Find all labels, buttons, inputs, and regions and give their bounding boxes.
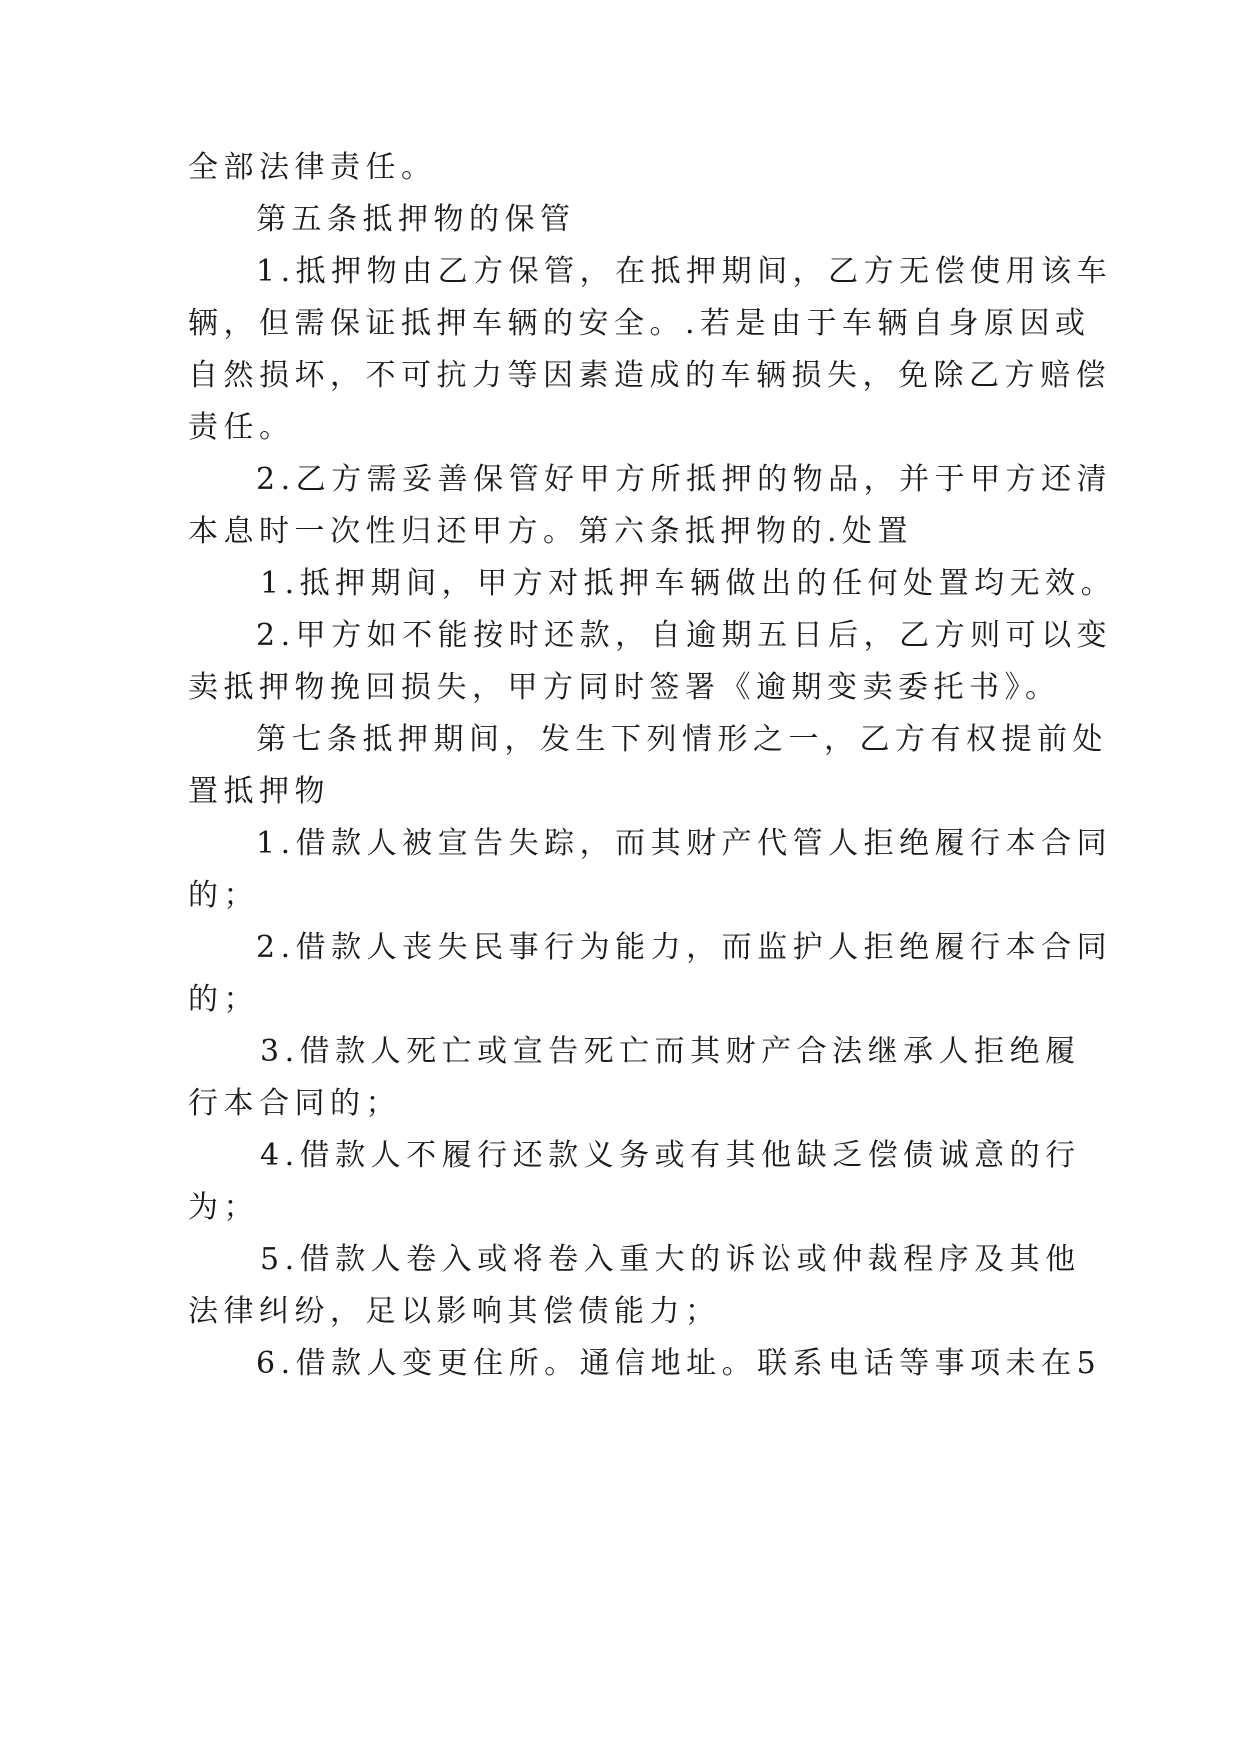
text-line: 本息时一次性归还甲方。第六条抵押物的.处置 (188, 514, 914, 549)
text-line: 全部法律责任。 (188, 150, 437, 185)
text-line: 4.借款人不履行还款义务或有其他缺乏偿债诚意的行 (260, 1138, 1081, 1173)
section-heading: 第七条抵押期间，发生下列情形之一，乙方有权提前处 (256, 722, 1108, 757)
text-line: 自然损坏，不可抗力等因素造成的车辆损失，免除乙方赔偿 (188, 358, 1111, 393)
text-line: 的； (188, 878, 259, 913)
text-line: 行本合同的； (188, 1086, 401, 1121)
text-line: 卖抵押物挽回损失，甲方同时签署《逾期变卖委托书》。 (188, 670, 1061, 705)
text-line: 1.借款人被宣告失踪，而其财产代管人拒绝履行本合同 (256, 826, 1113, 861)
text-line: 1.抵押期间，甲方对抵押车辆做出的任何处置均无效。 (260, 566, 1117, 601)
text-line: 2.乙方需妥善保管好甲方所抵押的物品，并于甲方还清 (256, 462, 1113, 497)
text-line: 6.借款人变更住所。通信地址。联系电话等事项未在5 (256, 1346, 1102, 1381)
text-line: 5.借款人卷入或将卷入重大的诉讼或仲裁程序及其他 (260, 1242, 1081, 1277)
text-line: 2.甲方如不能按时还款，自逾期五日后，乙方则可以变 (256, 618, 1113, 653)
text-line: 的； (188, 982, 259, 1017)
text-line: 为； (188, 1190, 259, 1225)
text-line: 责任。 (188, 410, 295, 445)
text-line: 法律纠纷，足以影响其偿债能力； (188, 1294, 721, 1329)
text-line: 2.借款人丧失民事行为能力，而监护人拒绝履行本合同 (256, 930, 1113, 965)
text-line: 1.抵押物由乙方保管，在抵押期间，乙方无偿使用该车 (256, 254, 1113, 289)
text-line: 置抵押物 (188, 774, 330, 809)
text-line: 辆，但需保证抵押车辆的安全。.若是由于车辆自身原因或 (188, 306, 1091, 341)
text-line: 3.借款人死亡或宣告死亡而其财产合法继承人拒绝履 (260, 1034, 1081, 1069)
section-heading: 第五条抵押物的保管 (256, 202, 576, 237)
